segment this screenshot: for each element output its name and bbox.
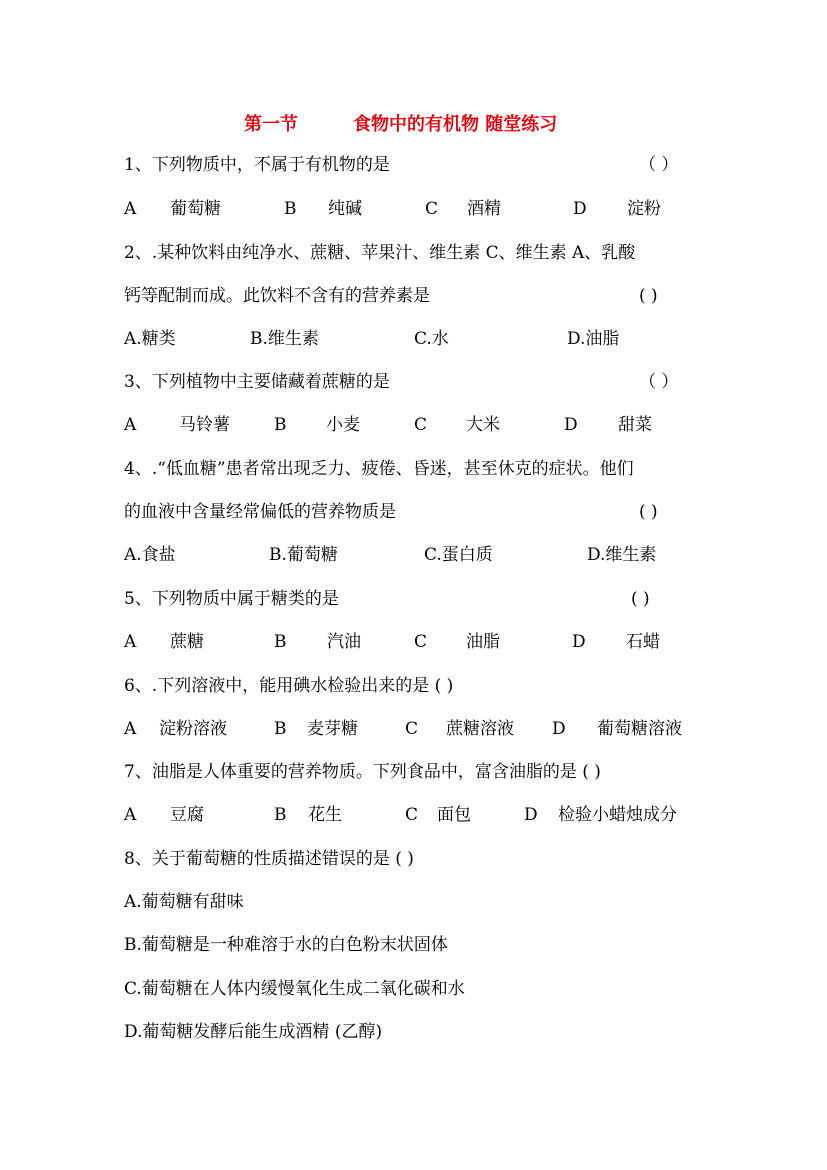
option-letter: A <box>124 415 137 435</box>
question-8-option-d <box>124 1017 714 1047</box>
option-letter: A <box>124 719 137 739</box>
option-text: 淀粉溶液 <box>159 719 227 739</box>
option-letter: C <box>414 415 428 435</box>
option-letter: C <box>414 632 428 652</box>
answer-paren: （ ） <box>639 155 679 175</box>
question-4 <box>124 454 714 484</box>
option-text: 纯碱 <box>328 199 362 219</box>
question-stem: 5、下列物质中属于糖类的是 <box>124 589 339 609</box>
option-text: 蔗糖 <box>170 632 204 652</box>
question-stem: 8、关于葡萄糖的性质描述错误的是 ( ) <box>124 849 414 869</box>
option-text: D.油脂 <box>567 329 620 349</box>
option-letter: B <box>274 415 287 435</box>
option-letter: A <box>124 199 137 219</box>
option-text: 石蜡 <box>626 632 660 652</box>
option-text: D.葡萄糖发酵后能生成酒精 (乙醇) <box>124 1022 383 1042</box>
question-7 <box>124 757 714 787</box>
page-title <box>0 110 827 140</box>
question-5 <box>124 584 714 614</box>
option-letter: B <box>284 199 297 219</box>
option-text: 汽油 <box>327 632 361 652</box>
option-letter: D <box>552 719 566 739</box>
question-3 <box>124 367 714 397</box>
title-topic: 食物中的有机物 随堂练习 <box>353 114 558 135</box>
answer-paren: ( ) <box>631 589 650 609</box>
option-text: B.葡萄糖是一种难溶于水的白色粉末状固体 <box>124 935 448 955</box>
question-stem-cont: 钙等配制而成。此饮料不含有的营养素是 <box>124 286 430 306</box>
question-5-options <box>124 627 714 657</box>
question-2 <box>124 238 714 268</box>
option-text: 葡萄糖溶液 <box>597 719 682 739</box>
option-letter: A <box>124 805 137 825</box>
option-text: B.维生素 <box>250 329 319 349</box>
question-8-option-a <box>124 887 714 917</box>
option-text: 酒精 <box>467 199 501 219</box>
option-text: 葡萄糖 <box>170 199 221 219</box>
option-text: B.葡萄糖 <box>269 545 338 565</box>
option-text: A.葡萄糖有甜味 <box>124 892 244 912</box>
question-3-options <box>124 410 714 440</box>
question-stem: 2、.某种饮料由纯净水、蔗糖、苹果汁、维生素 C、维生素 A、乳酸 <box>124 243 636 263</box>
option-text: C.蛋白质 <box>424 545 493 565</box>
option-text: A.食盐 <box>124 545 176 565</box>
option-text: C.水 <box>414 329 449 349</box>
option-text: 检验小蜡烛成分 <box>558 805 677 825</box>
option-letter: B <box>274 719 287 739</box>
option-text: 淀粉 <box>627 199 661 219</box>
question-8-option-c <box>124 974 714 1004</box>
question-stem: 6、.下列溶液中，能用碘水检验出来的是 ( ) <box>124 676 454 696</box>
question-stem: 3、下列植物中主要储藏着蔗糖的是 <box>124 372 390 392</box>
answer-paren: （ ） <box>639 372 679 392</box>
answer-paren: ( ) <box>639 286 658 306</box>
question-1-options <box>124 194 714 224</box>
option-letter: B <box>274 632 287 652</box>
option-text: 豆腐 <box>170 805 204 825</box>
question-stem: 7、油脂是人体重要的营养物质。下列食品中，富含油脂的是 ( ) <box>124 762 601 782</box>
option-text: 大米 <box>466 415 500 435</box>
title-section: 第一节 <box>244 114 298 135</box>
option-text: C.葡萄糖在人体内缓慢氧化生成二氧化碳和水 <box>124 979 465 999</box>
option-text: 马铃薯 <box>179 415 230 435</box>
option-text: 甜菜 <box>618 415 652 435</box>
option-text: 小麦 <box>326 415 360 435</box>
option-text: 面包 <box>437 805 471 825</box>
option-letter: D <box>573 199 587 219</box>
option-letter: D <box>564 415 578 435</box>
option-letter: C <box>405 719 419 739</box>
question-6-options <box>124 714 714 744</box>
question-6 <box>124 671 714 701</box>
question-4-options <box>124 540 714 570</box>
option-letter: C <box>425 199 439 219</box>
option-letter: D <box>524 805 538 825</box>
option-letter: D <box>572 632 586 652</box>
option-letter: C <box>405 805 419 825</box>
question-2-options <box>124 324 714 354</box>
question-8 <box>124 844 714 874</box>
option-text: 油脂 <box>466 632 500 652</box>
option-letter: A <box>124 632 137 652</box>
option-text: D.维生素 <box>587 545 657 565</box>
question-1 <box>124 150 714 180</box>
question-stem: 1、下列物质中，不属于有机物的是 <box>124 155 390 175</box>
question-8-option-b <box>124 930 714 960</box>
question-2-cont <box>124 281 714 311</box>
option-text: A.糖类 <box>124 329 176 349</box>
option-text: 花生 <box>308 805 342 825</box>
question-7-options <box>124 800 714 830</box>
question-4-cont <box>124 497 714 527</box>
option-text: 蔗糖溶液 <box>446 719 514 739</box>
option-letter: B <box>274 805 287 825</box>
question-stem: 4、.“低血糖”患者常出现乏力、疲倦、昏迷，甚至休克的症状。他们 <box>124 459 634 479</box>
question-stem-cont: 的血液中含量经常偏低的营养物质是 <box>124 502 396 522</box>
option-text: 麦芽糖 <box>307 719 358 739</box>
answer-paren: ( ) <box>639 502 658 522</box>
